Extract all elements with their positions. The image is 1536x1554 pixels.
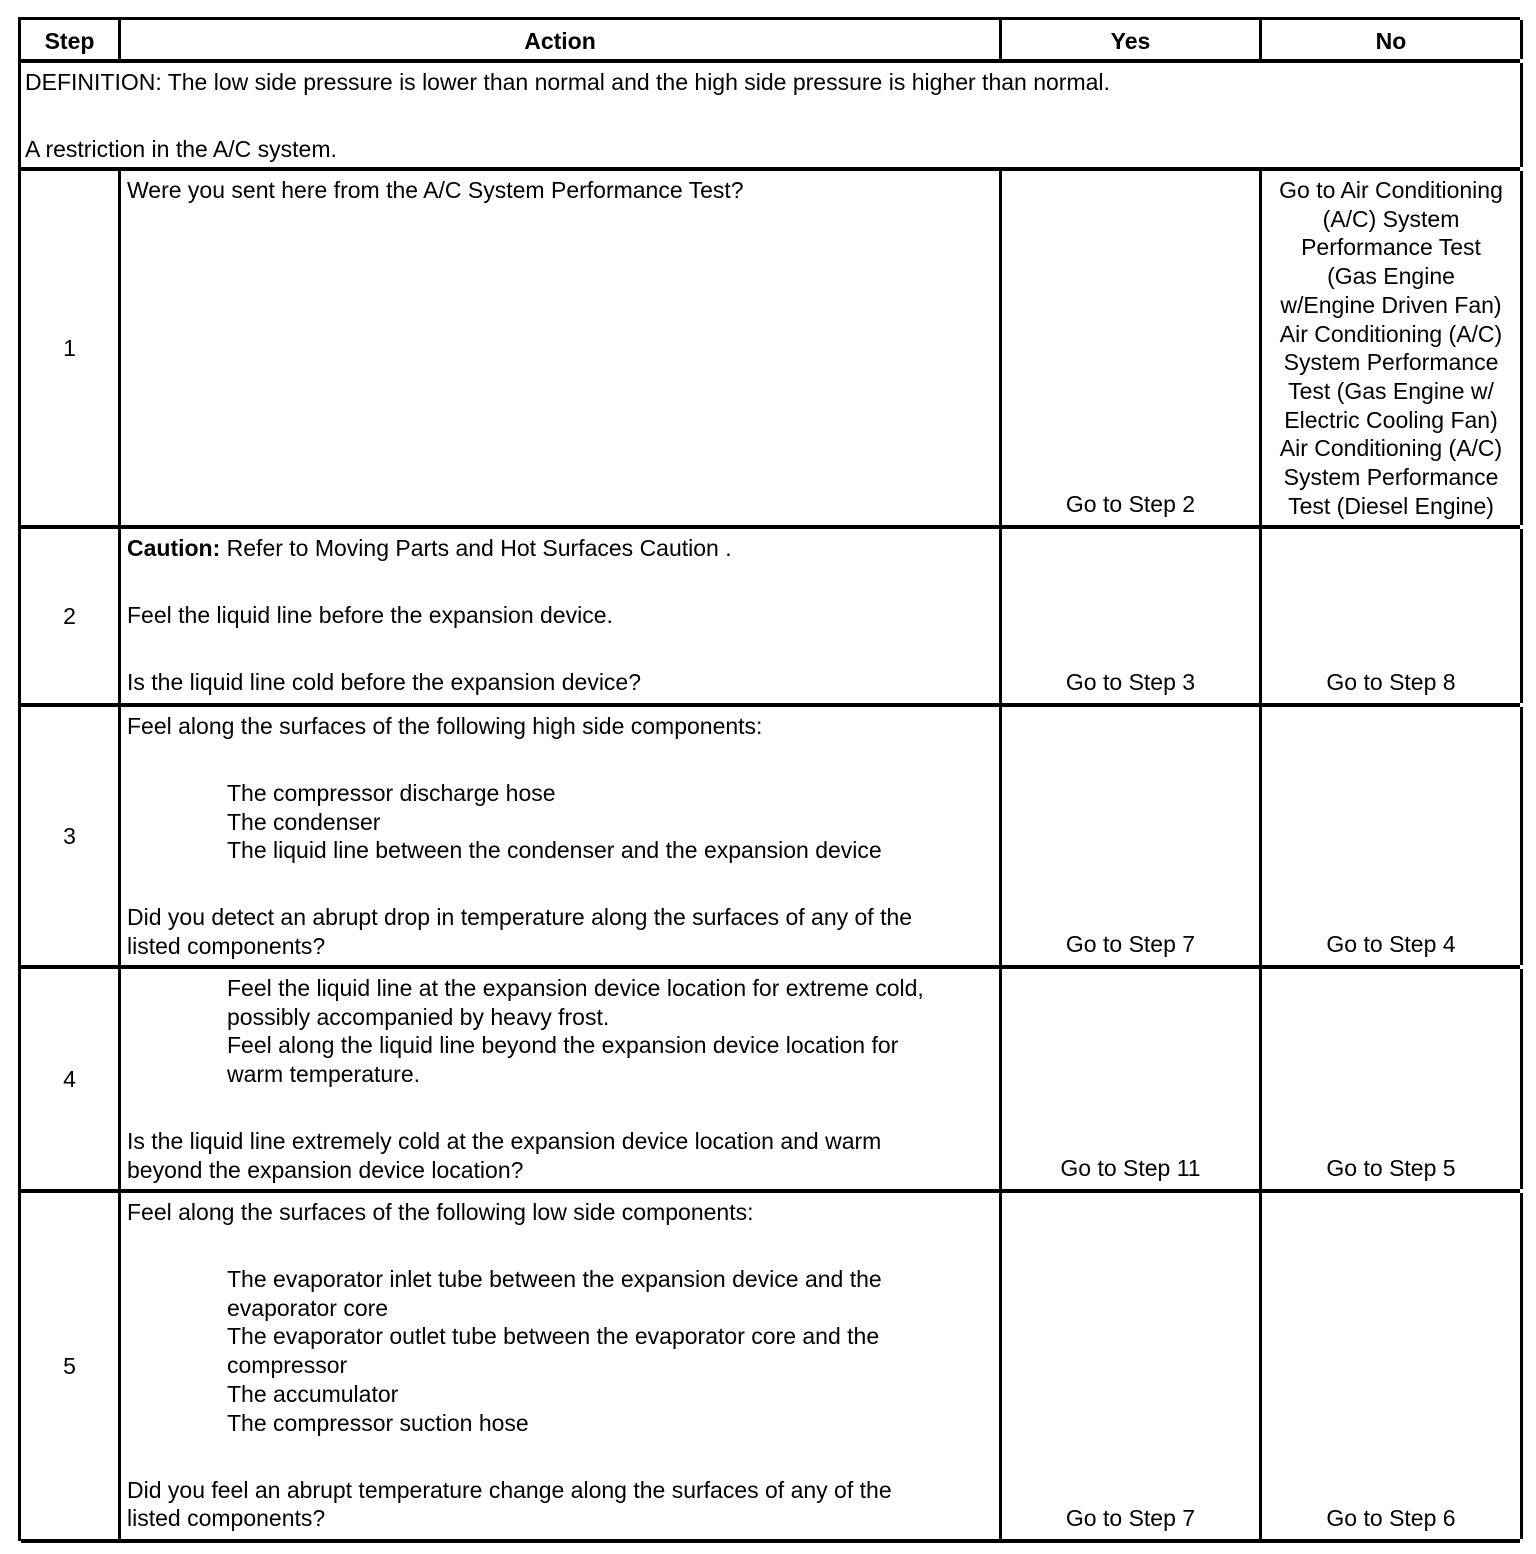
no-link[interactable]: Go to Step 8 bbox=[1326, 669, 1456, 696]
definition-text: DEFINITION: The low side pressure is lower than normal and the high side pressure is higher than normal. bbox=[25, 69, 1110, 95]
list-item-line: Feel the liquid line at the expansion device location for extreme cold, bbox=[227, 975, 924, 1001]
list-item-line: The evaporator outlet tube between the evaporator core and the bbox=[227, 1323, 880, 1350]
caution-label: Caution: bbox=[127, 535, 221, 561]
list-item: The compressor discharge hose bbox=[227, 780, 556, 806]
yes-link[interactable]: Go to Step 11 bbox=[1060, 1155, 1201, 1182]
no-link-line[interactable]: (A/C) System bbox=[1322, 205, 1460, 232]
step-number: 5 bbox=[21, 1193, 121, 1539]
header-step: Step bbox=[21, 20, 121, 59]
intro-text: Feel along the surfaces of the following high side components: bbox=[127, 713, 763, 739]
header-yes: Yes bbox=[1002, 20, 1262, 59]
list-item-line: The compressor suction hose bbox=[227, 1409, 529, 1436]
yes-cell bbox=[1002, 969, 1262, 1189]
no-cell bbox=[1262, 1193, 1523, 1539]
list-item-line: warm temperature. bbox=[227, 1061, 421, 1088]
question-line: listed components? bbox=[127, 1505, 326, 1532]
yes-link[interactable]: Go to Step 2 bbox=[1065, 491, 1196, 518]
no-link-line[interactable]: System Performance bbox=[1283, 464, 1499, 491]
no-link[interactable]: Go to Step 6 bbox=[1326, 1505, 1456, 1532]
no-cell bbox=[1262, 171, 1523, 525]
yes-link[interactable]: Go to Step 7 bbox=[1065, 1505, 1196, 1532]
action-cell bbox=[121, 529, 1002, 703]
yes-link[interactable]: Go to Step 7 bbox=[1065, 931, 1196, 958]
step-number: 3 bbox=[21, 707, 121, 965]
intro-text: Feel along the surfaces of the following low side components: bbox=[127, 1199, 754, 1225]
no-cell bbox=[1262, 529, 1523, 703]
yes-cell bbox=[1002, 171, 1262, 525]
no-cell bbox=[1262, 969, 1523, 1189]
caution-text: Refer to Moving Parts and Hot Surfaces Caution . bbox=[220, 535, 732, 561]
question-line: beyond the expansion device location? bbox=[127, 1156, 524, 1183]
no-link[interactable]: Go to Step 5 bbox=[1326, 1155, 1456, 1182]
table-row-step-5 bbox=[21, 1193, 1520, 1543]
header-action: Action bbox=[121, 20, 1002, 59]
instruction-text: Feel the liquid line before the expansion device. bbox=[127, 602, 613, 628]
table-row-step-2 bbox=[21, 529, 1520, 707]
definition-row bbox=[21, 63, 1520, 171]
question-text: Is the liquid line cold before the expansion device? bbox=[127, 669, 642, 695]
step-number: 4 bbox=[21, 969, 121, 1189]
action-cell bbox=[121, 171, 1002, 525]
no-link-line[interactable]: System Performance bbox=[1283, 349, 1499, 376]
table-row-step-1 bbox=[21, 171, 1520, 529]
yes-cell bbox=[1002, 707, 1262, 965]
question-line: Did you feel an abrupt temperature change along the surfaces of any of the bbox=[127, 1476, 892, 1503]
list-item-line: evaporator core bbox=[227, 1294, 389, 1321]
question-line: listed components? bbox=[127, 933, 326, 960]
list-item-line: possibly accompanied by heavy frost. bbox=[227, 1003, 610, 1030]
list-item-line: compressor bbox=[227, 1352, 348, 1379]
list-item: The liquid line between the condenser and the expansion device bbox=[227, 837, 882, 864]
diagnostic-table bbox=[18, 17, 1520, 1541]
table-header bbox=[21, 20, 1520, 63]
no-link-line[interactable]: w/Engine Driven Fan) bbox=[1280, 291, 1502, 318]
definition-cell bbox=[21, 63, 1523, 167]
no-link-line[interactable]: Electric Cooling Fan) bbox=[1284, 406, 1498, 433]
yes-link[interactable]: Go to Step 3 bbox=[1065, 669, 1196, 696]
step-number: 1 bbox=[21, 171, 121, 525]
list-item-line: The evaporator inlet tube between the expansion device and the bbox=[227, 1266, 882, 1292]
no-cell bbox=[1262, 707, 1523, 965]
list-item: The condenser bbox=[227, 808, 381, 835]
no-link-line[interactable]: (Gas Engine bbox=[1327, 263, 1455, 290]
table-row-step-4 bbox=[21, 969, 1520, 1193]
caution-note bbox=[127, 534, 989, 563]
action-cell bbox=[121, 707, 1002, 965]
no-link-line[interactable]: Air Conditioning (A/C) bbox=[1279, 320, 1503, 347]
list-item-line: The accumulator bbox=[227, 1380, 399, 1407]
header-no: No bbox=[1262, 20, 1523, 59]
action-cell bbox=[121, 969, 1002, 1189]
table-row-step-3 bbox=[21, 707, 1520, 969]
no-link[interactable]: Go to Step 4 bbox=[1326, 931, 1456, 958]
question-line: Did you detect an abrupt drop in temperature along the surfaces of any of the bbox=[127, 904, 913, 931]
question-line: Is the liquid line extremely cold at the expansion device location and warm bbox=[127, 1128, 882, 1155]
action-cell bbox=[121, 1193, 1002, 1539]
no-link-line[interactable]: Test (Gas Engine w/ bbox=[1288, 377, 1494, 404]
definition-cause: A restriction in the A/C system. bbox=[25, 136, 337, 162]
no-link-line[interactable]: Air Conditioning (A/C) bbox=[1279, 435, 1503, 462]
no-link-line[interactable]: Test (Diesel Engine) bbox=[1288, 492, 1494, 519]
question-text: Were you sent here from the A/C System Performance Test? bbox=[127, 177, 744, 203]
yes-cell bbox=[1002, 529, 1262, 703]
step-number: 2 bbox=[21, 529, 121, 703]
list-item-line: Feel along the liquid line beyond the expansion device location for bbox=[227, 1032, 899, 1059]
no-link-line[interactable]: Go to Air Conditioning bbox=[1279, 177, 1503, 203]
no-link-line[interactable]: Performance Test bbox=[1301, 234, 1481, 261]
yes-cell bbox=[1002, 1193, 1262, 1539]
